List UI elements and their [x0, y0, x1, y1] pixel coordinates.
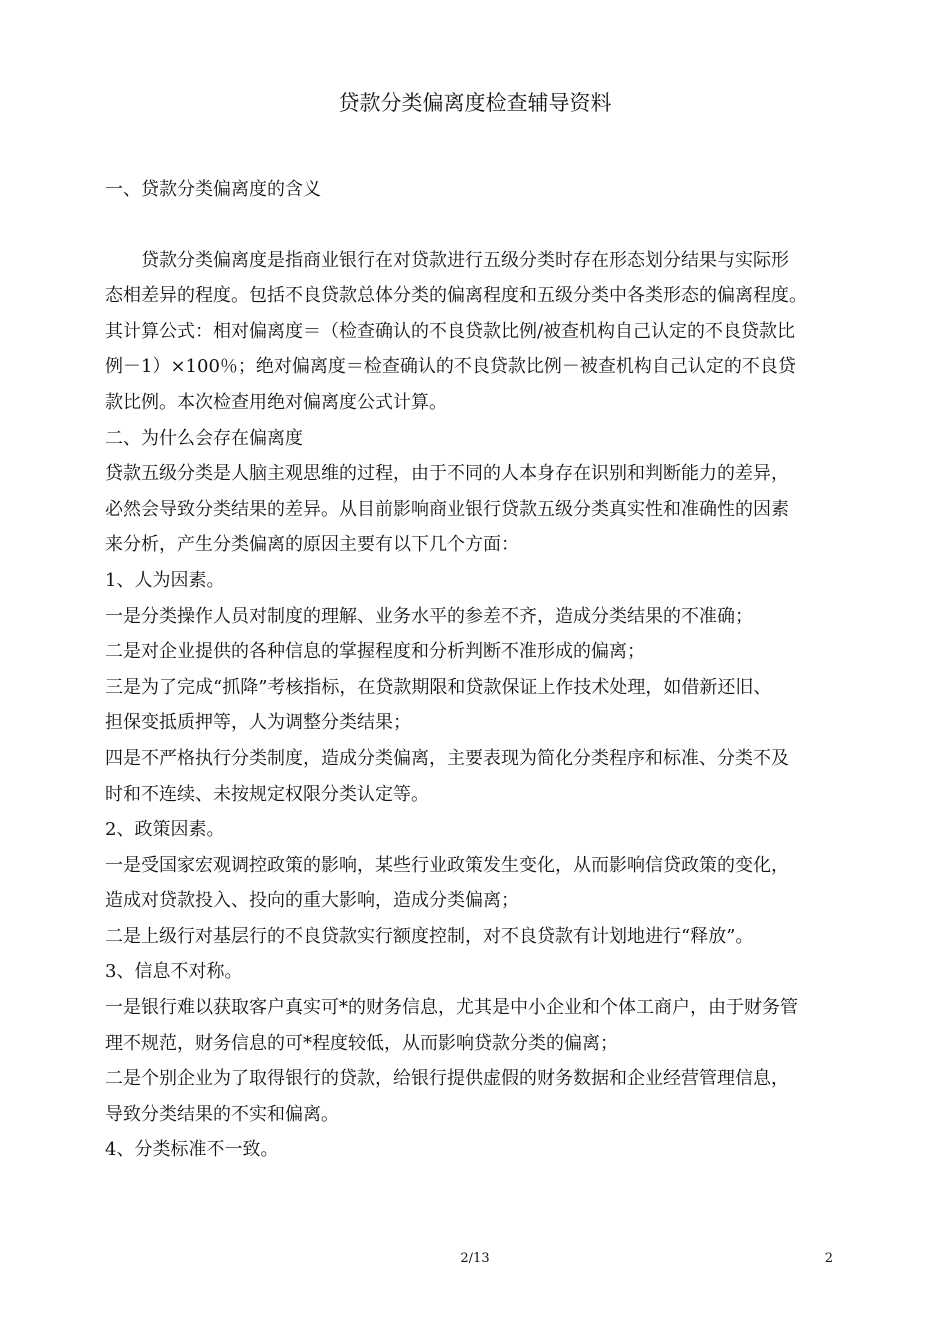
paragraph-line: 三是为了完成“抓降”考核指标，在贷款期限和贷款保证上作技术处理，如借新还旧、: [105, 676, 772, 698]
document-title: 贷款分类偏离度检查辅导资料: [338, 91, 612, 115]
paragraph-line: 时和不连续、未按规定权限分类认定等。: [105, 783, 429, 805]
paragraph-line: 二是个别企业为了取得银行的贷款，给银行提供虚假的财务数据和企业经营管理信息，: [105, 1068, 789, 1090]
paragraph-line: 导致分类结果的不实和偏离。: [105, 1103, 339, 1125]
paragraph-line: 一是分类操作人员对制度的理解、业务水平的参差不齐，造成分类结果的不准确；: [105, 605, 753, 627]
paragraph-line: 态相差异的程度。包括不良贷款总体分类的偏离程度和五级分类中各类形态的偏离程度。: [105, 285, 807, 307]
paragraph-line: 例－1）×100％；绝对偏离度＝检查确认的不良贷款比例－被查机构自己认定的不良贷: [105, 356, 796, 378]
paragraph-line: 二是上级行对基层行的不良贷款实行额度控制，对不良贷款有计划地进行“释放”。: [105, 925, 754, 947]
paragraph-line: 造成对贷款投入、投向的重大影响，造成分类偏离；: [105, 890, 519, 912]
paragraph-line: 贷款分类偏离度是指商业银行在对贷款进行五级分类时存在形态划分结果与实际形: [105, 249, 789, 271]
subheading-classification-standards: 4、分类标准不一致。: [105, 1139, 279, 1161]
page-number: 2: [824, 1251, 833, 1266]
paragraph-line: 二是对企业提供的各种信息的掌握程度和分析判断不准形成的偏离；: [105, 641, 645, 663]
subheading-human-factors: 1、人为因素。: [105, 569, 225, 591]
section-heading-1: 一、贷款分类偏离度的含义: [105, 179, 321, 200]
document-body: [105, 172, 833, 1168]
subheading-policy-factors: 2、政策因素。: [105, 819, 225, 841]
paragraph-line: 一是银行难以获取客户真实可*的财务信息，尤其是中小企业和个体工商户，由于财务管: [105, 997, 798, 1019]
paragraph-line: 款比例。本次检查用绝对偏离度公式计算。: [105, 391, 447, 413]
paragraph-line: 理不规范，财务信息的可*程度较低，从而影响贷款分类的偏离；: [105, 1032, 618, 1054]
paragraph-line: 必然会导致分类结果的差异。从目前影响商业银行贷款五级分类真实性和准确性的因素: [105, 498, 789, 520]
subheading-information-asymmetry: 3、信息不对称。: [105, 961, 243, 983]
paragraph-line: 一是受国家宏观调控政策的影响，某些行业政策发生变化，从而影响信贷政策的变化，: [105, 854, 789, 876]
paragraph-line: 来分析，产生分类偏离的原因主要有以下几个方面：: [105, 534, 519, 556]
section-heading-2: 二、为什么会存在偏离度: [105, 427, 303, 449]
paragraph-line: 贷款五级分类是人脑主观思维的过程，由于不同的人本身存在识别和判断能力的差异，: [105, 463, 789, 485]
paragraph-line: 担保变抵质押等，人为调整分类结果；: [105, 712, 411, 734]
page-indicator: 2/13: [460, 1251, 490, 1266]
paragraph-line: 四是不严格执行分类制度，造成分类偏离，主要表现为简化分类程序和标准、分类不及: [105, 747, 789, 769]
paragraph-line: 其计算公式：相对偏离度＝（检查确认的不良贷款比例/被查机构自己认定的不良贷款比: [105, 320, 796, 342]
